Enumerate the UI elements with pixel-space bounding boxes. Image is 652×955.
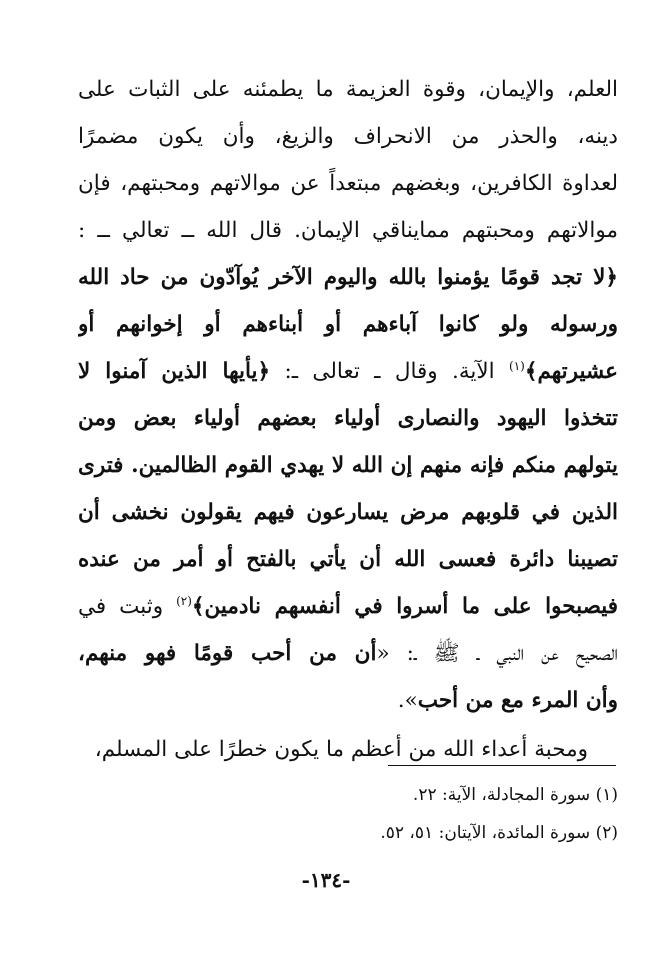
quran-quote-line: يتولهم منكم فإنه منهم إن الله لا يهدي القوم الظالمين. فترى	[78, 453, 618, 478]
text-line: دينه، والحذر من الانحراف والزيغ، وأن يكون مضمرًا	[78, 124, 618, 149]
footnote-divider	[388, 765, 616, 766]
text-span: وثبت في	[78, 594, 177, 619]
quran-quote-line: تصيبنا دائرة فعسى الله أن يأتي بالفتح أو أمر من عنده	[78, 547, 618, 572]
text-line: العلم، والإيمان، وقوة العزيمة ما يطمئنه على الثبات على	[78, 77, 618, 102]
footnote-item: (٢) سورة المائدة، الآيتان: ٥١، ٥٢.	[380, 823, 618, 843]
hadith-quote: وأن المرء مع من أحب	[417, 688, 618, 713]
quran-quote: عشيرتهم﴾	[524, 359, 618, 384]
text-line: لعداوة الكافرين، وبغضهم مبتعداً عن موالاتهم ومحبتهم، فإن	[78, 171, 618, 196]
text-line	[78, 630, 618, 677]
quran-quote: فيصبحوا على ما أسروا في أنفسهم نادمين﴾	[191, 594, 618, 619]
footnote-item: (١) سورة المجادلة، الآية: ٢٢.	[412, 785, 618, 805]
quran-quote-line: الذين في قلوبهم مرض يسارعون فيهم يقولون نخشى أن	[78, 500, 618, 525]
text-line	[78, 583, 618, 630]
quran-quote-line: تتخذوا اليهود والنصارى أولياء بعضهم أولياء بعض ومن	[78, 406, 618, 431]
text-line: موالاتهم ومحبتهم ممايناقي الإيمان. قال الله ــ تعالي ــ :	[78, 218, 618, 243]
footnotes	[300, 776, 618, 852]
text-line: ومحبة أعداء الله من أعظم ما يكون خطرًا على المسلم،	[94, 737, 588, 762]
text-line	[78, 677, 618, 724]
text-span: الآية. وقال ـ تعالى ـ:	[270, 359, 510, 384]
quran-quote-line: ورسوله ولو كانوا آباءهم أو أبناءهم أو إخوانهم أو	[78, 312, 618, 337]
footnote-ref: (٢)	[176, 593, 192, 608]
text-span: ».	[397, 688, 418, 713]
text-span: الصحيح عن النبي ـ ﷺ ـ: «	[376, 641, 618, 666]
quran-quote: ﴿يأيها الذين آمنوا لا	[78, 359, 271, 384]
hadith-quote: أن من أحب قومًا فهو منهم،	[78, 641, 377, 666]
page-number: -١٣٤-	[301, 868, 351, 892]
main-text	[78, 66, 618, 773]
footnote-ref: (١)	[509, 358, 525, 373]
text-line	[78, 348, 618, 395]
quran-quote-line: ﴿لا تجد قومًا يؤمنوا بالله واليوم الآخر يُوآدّون من حاد الله	[78, 265, 618, 290]
